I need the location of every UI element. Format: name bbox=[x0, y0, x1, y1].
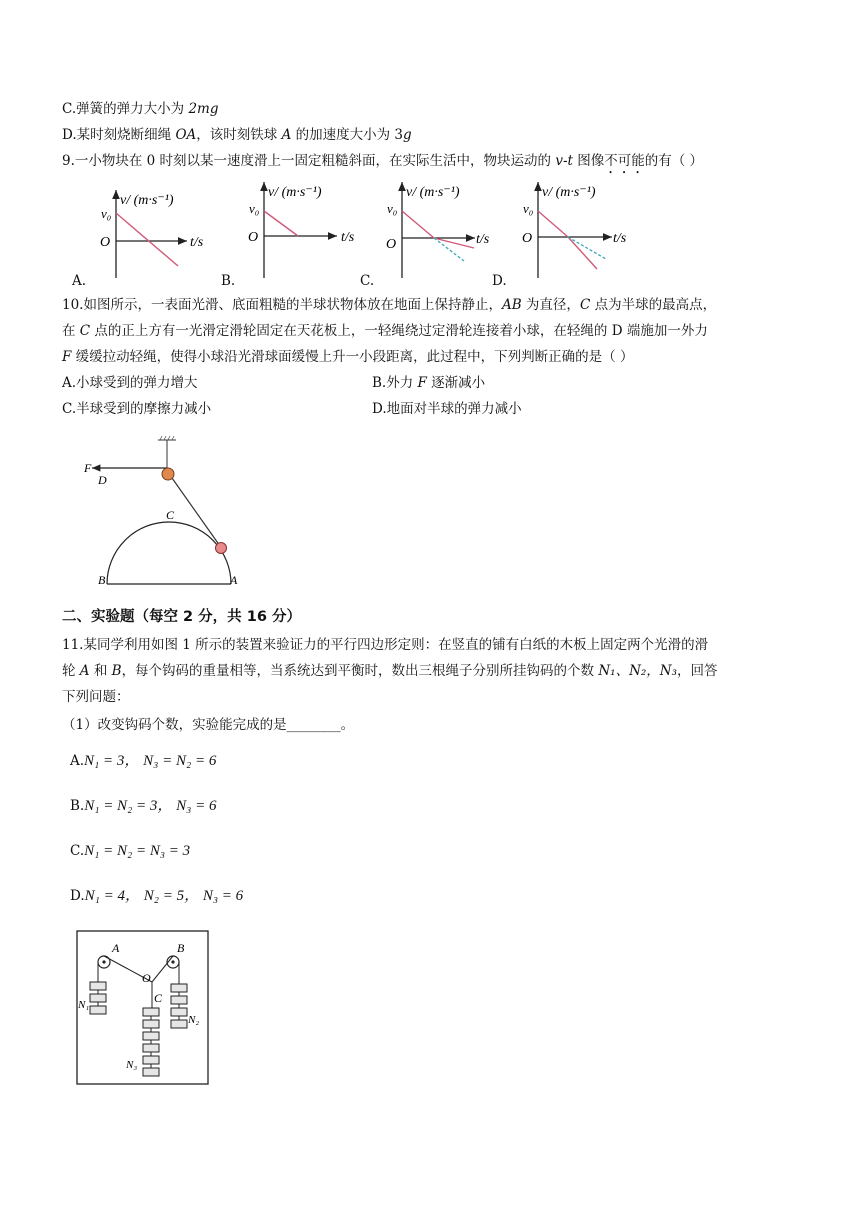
q10-stem-line2 bbox=[62, 322, 708, 340]
q9-option-d-label: D. bbox=[492, 273, 507, 289]
q10-fig-c-label: C bbox=[166, 508, 175, 522]
q9-graph-a-origin: O bbox=[100, 235, 111, 250]
q8-option-c-text: C.弹簧的弹力大小为 bbox=[62, 101, 189, 117]
q8-option-d-a: A bbox=[281, 127, 292, 143]
q11-line2-n: N₁、N₂，N₃ bbox=[598, 663, 678, 679]
q10-option-b bbox=[372, 374, 485, 392]
q10-option-a: A.小球受到的弹力增大 bbox=[62, 375, 198, 391]
q10-fig-b-label: B bbox=[98, 573, 106, 587]
q11-choice-c-text: N₁ = N₂ = N₃ = 3 bbox=[84, 843, 191, 859]
q9-stem-post: 的有（ ） bbox=[644, 153, 704, 169]
q10-line3-b: 缓缓拉动轻绳，使得小球沿光滑球面缓慢上升一小段距离，此过程中，下列判断正确的是（ ） bbox=[71, 349, 634, 365]
q9-graph-b bbox=[248, 182, 355, 278]
q11-choice-d-label: D. bbox=[70, 888, 85, 904]
q9-graph-a bbox=[100, 190, 204, 278]
q11-fig-b-label: B bbox=[177, 941, 185, 955]
q11-line2-pulley-a: A bbox=[79, 663, 90, 679]
q10-line1-d: 点为半球的最高点， bbox=[590, 297, 717, 313]
q11-fig-n1-label: N₁ bbox=[78, 999, 90, 1011]
q11-line2-a: 轮 bbox=[62, 663, 80, 679]
q10-line1-ab: AB bbox=[501, 297, 522, 313]
q9-graph-c-tlabel: t/s bbox=[476, 232, 490, 247]
q9-graph-c-vlabel: v/ (m·s⁻¹) bbox=[406, 185, 460, 200]
q11-stem-line2 bbox=[62, 662, 718, 680]
q9-stem-emphasis: 不可能 bbox=[604, 153, 645, 169]
q11-fig-n2-label: N₂ bbox=[188, 1014, 200, 1026]
q11-choice-d bbox=[70, 887, 243, 905]
q8-option-c bbox=[62, 100, 218, 118]
q11-choice-d-text: N₁ = 4， N₂ = 5， N₃ = 6 bbox=[84, 888, 244, 904]
q11-stem-line3: 下列问题： bbox=[62, 689, 130, 705]
q9-graph-a-vlabel: v/ (m·s⁻¹) bbox=[120, 193, 174, 208]
q8-option-d-oa: OA bbox=[175, 127, 197, 143]
q10-fig-a-label: A bbox=[230, 573, 238, 587]
q11-fig-o-label: O bbox=[142, 971, 151, 985]
q10-stem-line3 bbox=[62, 348, 633, 366]
q9-graph-c-v0: v₀ bbox=[387, 201, 398, 216]
q10-option-b-pre: B.外力 bbox=[372, 375, 418, 391]
q10-option-d: D.地面对半球的弹力减小 bbox=[372, 401, 522, 417]
q10-line3-f: F bbox=[62, 349, 72, 365]
q9-graph-a-v0: v₀ bbox=[101, 206, 112, 221]
q10-option-c: C.半球受到的摩擦力减小 bbox=[62, 401, 212, 417]
q8-option-d-post: 的加速度大小为 3 bbox=[291, 127, 403, 143]
q11-line2-b: ，每个钩码的重量相等，当系统达到平衡时，数出三根绳子分别所挂钩码的个数 bbox=[121, 663, 599, 679]
q9-graph-a-tlabel: t/s bbox=[190, 235, 204, 250]
q10-fig-f-label: F bbox=[84, 461, 92, 475]
q9-graph-b-tlabel: t/s bbox=[341, 230, 355, 245]
q11-fig-a-label: A bbox=[112, 941, 120, 955]
q10-fig-d-label: D bbox=[98, 473, 107, 487]
q11-line2-pulley-b: B bbox=[111, 663, 122, 679]
q8-option-d-g: g bbox=[402, 127, 412, 143]
q11-choice-a bbox=[70, 752, 216, 770]
q9-graph-d bbox=[522, 182, 627, 278]
q9-graph-d-tlabel: t/s bbox=[613, 231, 627, 246]
q11-choice-b-text: N₁ = N₂ = 3， N₃ = 6 bbox=[84, 798, 217, 814]
q10-line2-c: C bbox=[79, 323, 91, 339]
q11-stem-line1: 11.某同学利用如图 1 所示的装置来验证力的平行四边形定则：在竖直的铺有白纸的木板上固定两个光滑的滑 bbox=[62, 637, 709, 653]
q11-choice-a-text: N₁ = 3， N₃ = N₂ = 6 bbox=[84, 753, 217, 769]
q9-option-c-label: C. bbox=[360, 273, 375, 289]
q8-option-c-value: 2mg bbox=[188, 101, 219, 117]
q9-option-b-label: B. bbox=[221, 273, 236, 289]
q10-line1-b: 为直径， bbox=[521, 297, 580, 313]
q9-option-a-label: A. bbox=[72, 273, 87, 289]
q9-graph-b-v0: v₀ bbox=[249, 201, 260, 216]
q11-figure bbox=[76, 930, 210, 1086]
q10-line2-b: 点的正上方有一光滑定滑轮固定在天花板上，一轻绳绕过定滑轮连接着小球，在轻绳的 D 端施加一外力 bbox=[90, 323, 708, 339]
q11-line2-c: ，回答 bbox=[677, 663, 718, 679]
q8-option-d-text: D.某时刻烧断细绳 bbox=[62, 127, 176, 143]
q9-graph-d-origin: O bbox=[522, 231, 533, 246]
q10-line1-c: C bbox=[579, 297, 591, 313]
q8-option-d bbox=[62, 126, 412, 144]
q11-fig-n3-label: N₃ bbox=[126, 1059, 138, 1071]
q9-graph-d-vlabel: v/ (m·s⁻¹) bbox=[542, 185, 596, 200]
q10-line1-text: 10.如图所示，一表面光滑、底面粗糙的半球状物体放在地面上保持静止， bbox=[62, 297, 502, 313]
q11-line2-and: 和 bbox=[89, 663, 112, 679]
q9-stem-mid: 图像 bbox=[572, 153, 605, 169]
section-2-title: 二、实验题（每空 2 分，共 16 分） bbox=[62, 609, 301, 625]
q11-choice-c-label: C. bbox=[70, 843, 85, 859]
q10-option-b-f: F bbox=[417, 375, 427, 391]
q8-option-d-mid: ，该时刻铁球 bbox=[196, 127, 282, 143]
q11-choice-b bbox=[70, 797, 217, 815]
q11-fig-c-label: C bbox=[154, 991, 163, 1005]
q9-graph-c-origin: O bbox=[386, 237, 397, 252]
q10-line2-a: 在 bbox=[62, 323, 80, 339]
q9-graph-c bbox=[386, 182, 490, 278]
q11-choice-b-label: B. bbox=[70, 798, 85, 814]
q10-stem-line1 bbox=[62, 296, 716, 314]
q11-choice-c bbox=[70, 842, 190, 860]
q10-figure bbox=[76, 432, 256, 592]
q10-option-b-post: 逐渐减小 bbox=[426, 375, 486, 391]
q9-graph-b-vlabel: v/ (m·s⁻¹) bbox=[268, 185, 322, 200]
q9-stem bbox=[62, 152, 703, 177]
q9-stem-vt: v-t bbox=[555, 153, 573, 169]
q9-graph-b-origin: O bbox=[248, 230, 259, 245]
q9-stem-text: 9.一小物块在 0 时刻以某一速度滑上一固定粗糙斜面，在实际生活中，物块运动的 bbox=[62, 153, 556, 169]
q9-graph-d-v0: v₀ bbox=[523, 201, 534, 216]
q11-sub1: （1）改变钩码个数，实验能完成的是________。 bbox=[62, 717, 355, 733]
q11-choice-a-label: A. bbox=[70, 753, 85, 769]
